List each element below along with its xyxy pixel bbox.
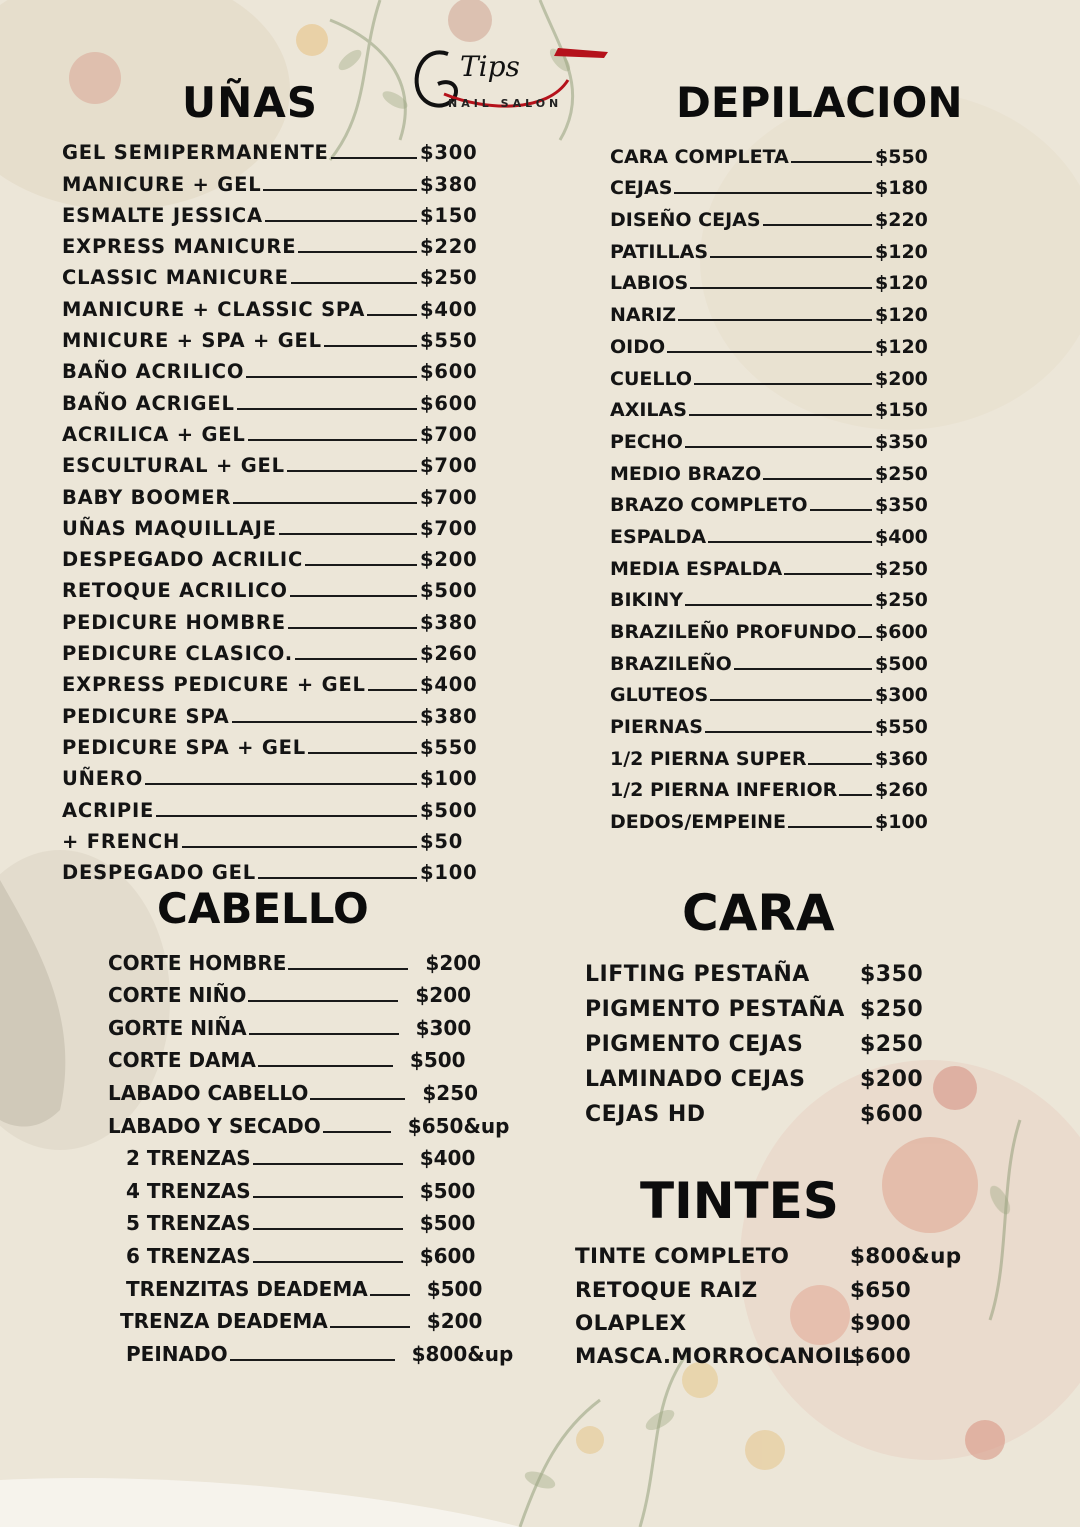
cara-item-price: $200 [860,1067,924,1092]
leader-line [253,1163,403,1165]
unas-item-name: MANICURE + GEL [62,172,262,196]
cabello-item [108,975,538,1008]
depilacion-item-name: PIERNAS [610,716,703,739]
depilacion-item [610,326,935,358]
depilacion-item-name: 1/2 PIERNA SUPER [610,747,807,770]
cabello-item [108,1138,538,1171]
cabello-item-price: $600 [419,1243,476,1268]
unas-item-name: MNICURE + SPA + GEL [62,329,322,353]
depilacion-item-name: NARIZ [610,304,677,327]
unas-item-name: RETOQUE ACRILICO [62,579,288,603]
leader-line [253,1196,403,1198]
tintes-list [575,1236,975,1369]
cabello-item [108,1170,538,1203]
leader-line [291,282,417,284]
cabello-item [108,1333,538,1366]
unas-item [62,477,482,508]
depilacion-item [610,390,935,422]
depilacion-item-price: $360 [875,747,928,770]
cabello-item [108,1203,538,1236]
cabello-item-name: PEINADO [126,1341,228,1366]
leader-line [678,319,872,321]
unas-item-price: $150 [420,203,478,227]
leader-line [265,220,417,222]
leader-line [288,968,408,970]
unas-item-price: $550 [420,329,478,353]
depilacion-item [610,485,935,517]
cabello-item-name: LABADO CABELLO [108,1080,309,1105]
cara-item-name: LIFTING PESTAÑA [585,962,810,987]
cabello-item-price: $300 [415,1015,472,1040]
depilacion-item [610,358,935,390]
cabello-item-name: CORTE DAMA [108,1048,256,1073]
depilacion-item-price: $180 [875,177,928,200]
unas-item-name: ACRILICA + GEL [62,422,246,446]
depilacion-item-name: 1/2 PIERNA INFERIOR [610,779,838,802]
leader-line [279,533,417,535]
unas-item [62,509,482,540]
cabello-item-price: $500 [426,1276,483,1301]
depilacion-item-price: $300 [875,684,928,707]
cabello-item-price: $800&up [411,1341,514,1366]
unas-item [62,383,482,414]
tintes-title: TINTES [640,1172,839,1230]
depilacion-item [610,421,935,453]
leader-line [248,1000,398,1002]
unas-item [62,759,482,790]
leader-line [288,627,417,629]
unas-item [62,446,482,477]
depilacion-item-name: AXILAS [610,399,687,422]
unas-item [62,352,482,383]
leader-line [331,157,417,159]
cara-item [585,952,925,987]
unas-item-price: $380 [420,704,478,728]
leader-line [156,815,417,817]
unas-item [62,289,482,320]
unas-item [62,133,482,164]
cara-item [585,1057,925,1092]
unas-item-name: PEDICURE SPA [62,704,230,728]
depilacion-item [610,611,935,643]
leader-line [305,564,417,566]
unas-item-name: BAÑO ACRIGEL [62,391,235,415]
leader-line [145,783,417,785]
depilacion-item-price: $260 [875,779,928,802]
leader-line [323,1131,391,1133]
unas-item-name: DESPEGADO ACRILIC [62,548,304,572]
depilacion-item [610,580,935,612]
unas-item-name: ACRIPIE [62,798,155,822]
cabello-item-name: TRENZA DEADEMA [120,1309,328,1334]
depilacion-item-name: BRAZILEÑO [610,652,732,675]
cara-item-name: PIGMENTO CEJAS [585,1032,804,1057]
unas-item-price: $400 [420,297,478,321]
logo-text: Tips [460,50,520,83]
depilacion-title: DEPILACION [676,78,963,127]
leader-line [248,439,417,441]
leader-line [705,731,872,733]
cabello-item-price: $500 [419,1211,476,1236]
unas-item-name: EXPRESS PEDICURE + GEL [62,673,366,697]
cabello-item-name: CORTE NIÑO [108,983,247,1008]
leader-line [808,763,872,765]
depilacion-item [610,199,935,231]
cabello-list [108,942,538,1366]
cara-list [585,952,925,1127]
depilacion-item-price: $400 [875,525,928,548]
cabello-item-name: 4 TRENZAS [126,1178,251,1203]
leader-line [258,1065,393,1067]
leader-line [230,1359,395,1361]
cara-item-price: $250 [860,1032,924,1057]
leader-line [694,383,872,385]
cabello-title: CABELLO [157,884,369,933]
unas-title: UÑAS [182,78,319,127]
unas-item [62,696,482,727]
tintes-item [575,1303,975,1336]
cabello-item [108,1301,538,1334]
leader-line [858,636,872,638]
cabello-item-price: $200 [426,1309,483,1334]
cabello-item-price: $500 [409,1048,466,1073]
logo-subtitle: NAIL SALON [448,97,563,110]
unas-item-price: $100 [420,767,478,791]
unas-item-price: $380 [420,610,478,634]
unas-item-price: $250 [420,266,478,290]
depilacion-item-name: DEDOS/EMPEINE [610,811,787,834]
unas-item [62,227,482,258]
leader-line [253,1228,403,1230]
unas-item-price: $380 [420,172,478,196]
depilacion-item [610,516,935,548]
cabello-item-name: 6 TRENZAS [126,1243,251,1268]
leader-line [290,595,417,597]
unas-item [62,822,482,853]
depilacion-item-price: $250 [875,557,928,580]
leader-line [287,470,417,472]
cabello-item-price: $250 [422,1080,479,1105]
depilacion-item-price: $550 [875,716,928,739]
depilacion-item-name: BRAZO COMPLETO [610,494,808,517]
depilacion-item-name: CUELLO [610,367,693,390]
leader-line [367,314,417,316]
unas-item [62,571,482,602]
depilacion-item-name: PATILLAS [610,240,709,263]
unas-item-name: PEDICURE HOMBRE [62,610,286,634]
unas-item-price: $200 [420,548,478,572]
unas-item-name: UÑAS MAQUILLAJE [62,516,277,540]
depilacion-item-price: $350 [875,494,928,517]
cara-item-name: LAMINADO CEJAS [585,1067,806,1092]
depilacion-item [610,770,935,802]
leader-line [253,1261,403,1263]
cabello-item-price: $400 [419,1146,476,1171]
tintes-item-price: $900 [850,1310,912,1336]
leader-line [308,752,417,754]
leader-line [784,573,872,575]
depilacion-item-price: $120 [875,335,928,358]
depilacion-item-price: $120 [875,272,928,295]
depilacion-item-price: $500 [875,652,928,675]
leader-line [839,794,872,796]
depilacion-item [610,738,935,770]
cabello-item-price: $650&up [407,1113,510,1138]
leader-line [263,189,417,191]
unas-item-price: $700 [420,454,478,478]
unas-item [62,665,482,696]
leader-line [258,877,417,879]
leader-line [667,351,872,353]
leader-line [249,1033,399,1035]
leader-line [233,502,417,504]
depilacion-item-price: $120 [875,240,928,263]
depilacion-item [610,675,935,707]
cabello-item [108,1268,538,1301]
depilacion-item-name: BIKINY [610,589,684,612]
depilacion-item-name: GLUTEOS [610,684,709,707]
unas-item [62,196,482,227]
unas-item-name: BAÑO ACRILICO [62,360,245,384]
leader-line [685,604,872,606]
depilacion-item [610,263,935,295]
depilacion-item-price: $220 [875,209,928,232]
unas-item-name: ESCULTURAL + GEL [62,454,285,478]
leader-line [708,541,872,543]
leader-line [246,376,417,378]
unas-item [62,728,482,759]
unas-item [62,321,482,352]
unas-item-price: $400 [420,673,478,697]
unas-item-name: PEDICURE SPA + GEL [62,735,307,759]
depilacion-item [610,706,935,738]
leader-line [182,846,417,848]
depilacion-item-price: $350 [875,430,928,453]
depilacion-item [610,231,935,263]
unas-item-price: $700 [420,516,478,540]
unas-item [62,602,482,633]
unas-item [62,790,482,821]
leader-line [810,509,873,511]
unas-item [62,258,482,289]
depilacion-item-price: $600 [875,621,928,643]
cabello-item-price: $200 [425,950,482,975]
unas-list [62,133,482,884]
unas-item [62,853,482,884]
unas-item-price: $260 [420,642,478,666]
depilacion-item [610,801,935,833]
cara-item [585,987,925,1022]
unas-item-price: $50 [420,829,464,853]
depilacion-item-name: LABIOS [610,272,689,295]
unas-item-price: $600 [420,360,478,384]
depilacion-item [610,548,935,580]
unas-item [62,540,482,571]
unas-item-price: $300 [420,141,478,165]
cabello-item-name: LABADO Y SECADO [108,1113,321,1138]
leader-line [237,408,417,410]
depilacion-item-name: MEDIO BRAZO [610,462,762,485]
unas-item-name: DESPEGADO GEL [62,861,256,885]
unas-item-price: $500 [420,579,478,603]
unas-item-name: ESMALTE JESSICA [62,203,263,227]
depilacion-item-price: $550 [875,145,928,168]
leader-line [734,668,872,670]
tintes-item [575,1336,975,1369]
tintes-item-price: $800&up [850,1244,962,1270]
leader-line [324,345,417,347]
leader-line [370,1294,410,1296]
depilacion-item-price: $100 [875,811,928,834]
cara-item [585,1022,925,1057]
depilacion-item-name: MEDIA ESPALDA [610,557,783,580]
cabello-item-name: CORTE HOMBRE [108,950,287,975]
depilacion-item-name: BRAZILEÑ0 PROFUNDO [610,621,857,643]
unas-item-name: EXPRESS MANICURE [62,235,297,259]
cara-item-name: PIGMENTO PESTAÑA [585,997,845,1022]
tintes-item-name: MASCA.MORROCANOIL [575,1344,857,1370]
unas-item-name: MANICURE + CLASSIC SPA [62,297,366,321]
depilacion-item-name: PECHO [610,430,683,453]
cara-title: CARA [682,884,835,942]
tintes-item-price: $650 [850,1277,912,1303]
depilacion-item [610,294,935,326]
leader-line [690,287,872,289]
depilacion-item-price: $120 [875,304,928,327]
leader-line [310,1098,405,1100]
unas-item-price: $500 [420,798,478,822]
unas-item-price: $600 [420,391,478,415]
depilacion-item [610,168,935,200]
tintes-item [575,1236,975,1269]
unas-item-price: $700 [420,485,478,509]
unas-item [62,634,482,665]
leader-line [298,251,417,253]
leader-line [763,224,872,226]
cara-item-price: $600 [860,1102,924,1127]
tintes-item-price: $600 [850,1344,912,1370]
cabello-item-name: 2 TRENZAS [126,1146,251,1171]
unas-item-price: $220 [420,235,478,259]
depilacion-item [610,643,935,675]
depilacion-item-name: DISEÑO CEJAS [610,209,761,232]
leader-line [368,689,417,691]
cabello-item [108,1105,538,1138]
depilacion-item [610,136,935,168]
leader-line [788,826,872,828]
depilacion-item-name: CARA COMPLETA [610,145,789,168]
unas-item-name: GEL SEMIPERMANENTE [62,141,329,165]
cabello-item-name: TRENZITAS DEADEMA [126,1276,368,1301]
depilacion-item-name: OIDO [610,335,666,358]
depilacion-item-price: $200 [875,367,928,390]
leader-line [232,721,417,723]
depilacion-item-price: $250 [875,589,928,612]
cara-item-price: $350 [860,962,924,987]
cabello-item [108,1007,538,1040]
cara-item-name: CEJAS HD [585,1102,706,1127]
cabello-item-name: 5 TRENZAS [126,1211,251,1236]
depilacion-item-price: $150 [875,399,928,422]
unas-item-name: UÑERO [62,767,144,791]
depilacion-item-name: ESPALDA [610,525,707,548]
unas-item-name: BABY BOOMER [62,485,232,509]
cara-item-price: $250 [860,997,924,1022]
cabello-item [108,1040,538,1073]
leader-line [710,699,872,701]
cabello-item-name: GORTE NIÑA [108,1015,247,1040]
leader-line [674,192,872,194]
leader-line [685,446,872,448]
unas-item-name: CLASSIC MANICURE [62,266,289,290]
depilacion-list [610,136,935,833]
leader-line [330,1326,410,1328]
unas-item-price: $100 [420,861,478,885]
unas-item-price: $700 [420,422,478,446]
cabello-item [108,1235,538,1268]
tintes-item-name: RETOQUE RAIZ [575,1277,758,1303]
cabello-item-price: $500 [419,1178,476,1203]
leader-line [689,414,872,416]
tintes-item-name: OLAPLEX [575,1310,687,1336]
tintes-item-name: TINTE COMPLETO [575,1244,790,1270]
unas-item [62,164,482,195]
unas-item-name: + FRENCH [62,829,181,853]
cara-item [585,1092,925,1127]
depilacion-item-name: CEJAS [610,177,673,200]
cabello-item [108,1072,538,1105]
unas-item-name: PEDICURE CLASICO. [62,642,293,666]
leader-line [710,256,872,258]
unas-item-price: $550 [420,735,478,759]
cabello-item-price: $200 [415,983,472,1008]
cabello-item [108,942,538,975]
leader-line [791,161,872,163]
unas-item [62,415,482,446]
depilacion-item [610,453,935,485]
depilacion-item-price: $250 [875,462,928,485]
leader-line [295,658,417,660]
leader-line [763,478,872,480]
tintes-item [575,1269,975,1302]
